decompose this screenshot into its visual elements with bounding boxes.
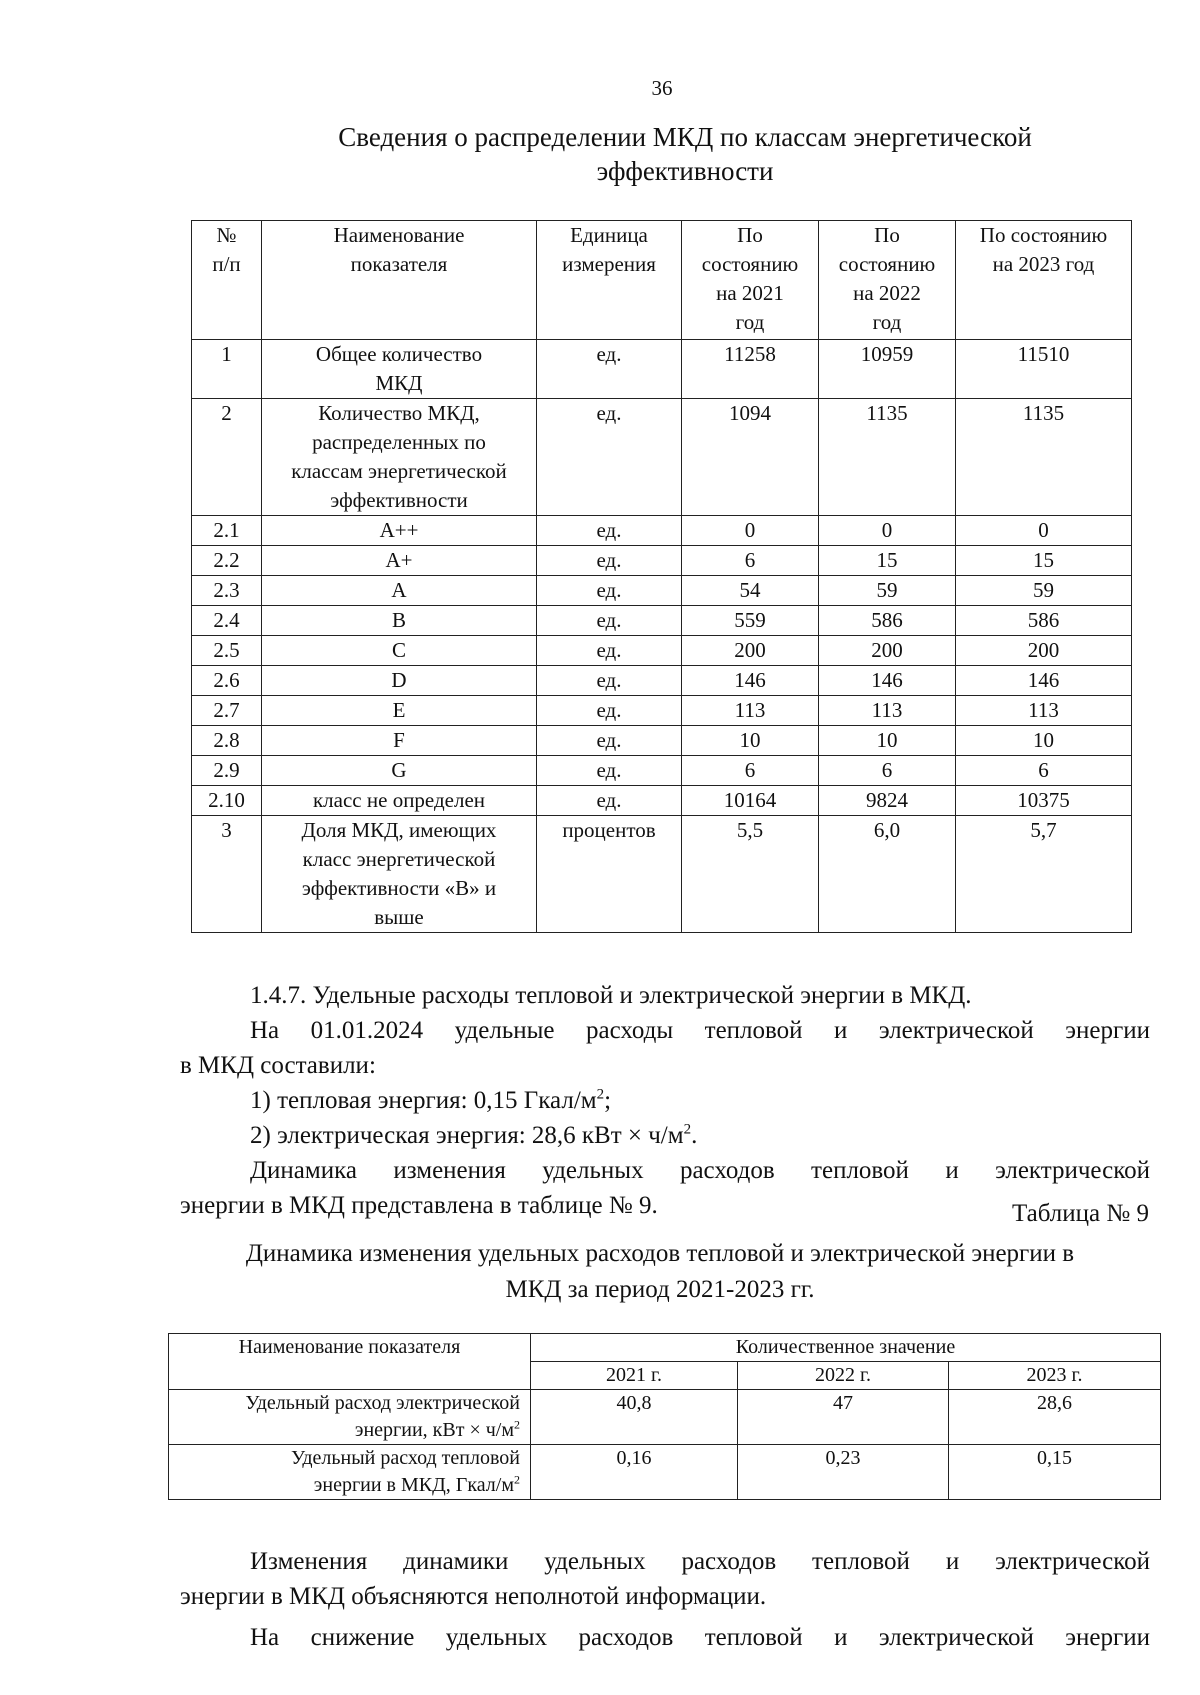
header-2023: По состоянию на 2023 год	[956, 221, 1132, 340]
table-row: Удельный расход тепловой энергии в МКД, Гкал/$м^2$ 0,16 0,23 0,15	[169, 1445, 1161, 1500]
closing-paragraph-1-line1: Изменения динамики удельных расходов тепловой и электрической	[250, 1548, 1150, 1575]
section-paragraph-1-line1: На 01.01.2024 удельные расходы тепловой и электрической энергии	[250, 1017, 1150, 1044]
header-2021: По состоянию на 2021 год	[682, 221, 819, 340]
table-row: 2 Количество МКД, распределенных по классам энергетической эффективности ед. 1094 1135 1135	[192, 399, 1132, 516]
table1-title-line2: эффективности	[596, 156, 774, 186]
table-row: 2.9 G ед. 6 6 6	[192, 756, 1132, 786]
header-2022: По состоянию на 2022 год	[819, 221, 956, 340]
section-paragraph-2-line2: энергии в МКД представлена в таблице № 9.	[180, 1192, 658, 1219]
table1-title	[290, 120, 1080, 188]
header-name: Наименование показателя	[262, 221, 537, 340]
header-value: Количественное значение	[531, 1334, 1161, 1362]
page-number: 36	[651, 76, 673, 100]
list-item-heat: 1) тепловая энергия: 0,15 Гкал/$м^2$;	[250, 1086, 612, 1114]
table-row: 2.3 A ед. 54 59 59	[192, 576, 1132, 606]
table-header-row	[192, 221, 1132, 340]
header-unit: Единица измерения	[537, 221, 682, 340]
table-row: 2.8 F ед. 10 10 10	[192, 726, 1132, 756]
closing-paragraph-1-line2: энергии в МКД объясняются неполнотой информации.	[180, 1583, 767, 1610]
section-heading: 1.4.7. Удельные расходы тепловой и электрической энергии в МКД.	[250, 982, 972, 1009]
table-row: 2.1 A++ ед. 0 0 0	[192, 516, 1132, 546]
table1-title-line1: Сведения о распределении МКД по классам энергетической	[338, 122, 1032, 152]
specific-consumption-table	[168, 1333, 1161, 1500]
table-row: 2.4 B ед. 559 586 586	[192, 606, 1132, 636]
section-paragraph-2-line1: Динамика изменения удельных расходов тепловой и электрической	[250, 1157, 1150, 1184]
table-row: 2.10 класс не определен ед. 10164 9824 10375	[192, 786, 1132, 816]
table2-number: Таблица № 9	[1011, 1200, 1149, 1227]
header-num: № п/п	[192, 221, 262, 340]
table-header-row: 2021 г. 2022 г. 2023 г.	[169, 1362, 1161, 1390]
table-row: 3 Доля МКД, имеющих класс энергетической эффективности «B» и выше процентов 5,5 6,0 5,7	[192, 816, 1132, 933]
header-name: Наименование показателя	[169, 1334, 531, 1390]
table-row: 2.2 A+ ед. 6 15 15	[192, 546, 1132, 576]
list-item-electric: 2) электрическая энергия: 28,6 кВт × $ч/м^2$.	[250, 1121, 698, 1149]
energy-class-table	[191, 220, 1132, 933]
table-row: 2.7 E ед. 113 113 113	[192, 696, 1132, 726]
table-row: Удельный расход электрической энергии, кВт × $ч/м^2$ 40,8 47 28,6	[169, 1390, 1161, 1445]
table-row: 2.5 C ед. 200 200 200	[192, 636, 1132, 666]
table-row: 2.6 D ед. 146 146 146	[192, 666, 1132, 696]
table-row: 1 Общее количество МКД ед. 11258 10959 11510	[192, 340, 1132, 399]
table-header-row	[169, 1334, 1161, 1362]
table2-title: Динамика изменения удельных расходов тепловой и электрической энергии в МКД за период 2021-2023 гг.	[245, 1240, 1075, 1303]
closing-paragraph-2-line1: На снижение удельных расходов тепловой и электрической энергии	[250, 1624, 1150, 1651]
section-paragraph-1-line2: в МКД составили:	[180, 1052, 376, 1079]
